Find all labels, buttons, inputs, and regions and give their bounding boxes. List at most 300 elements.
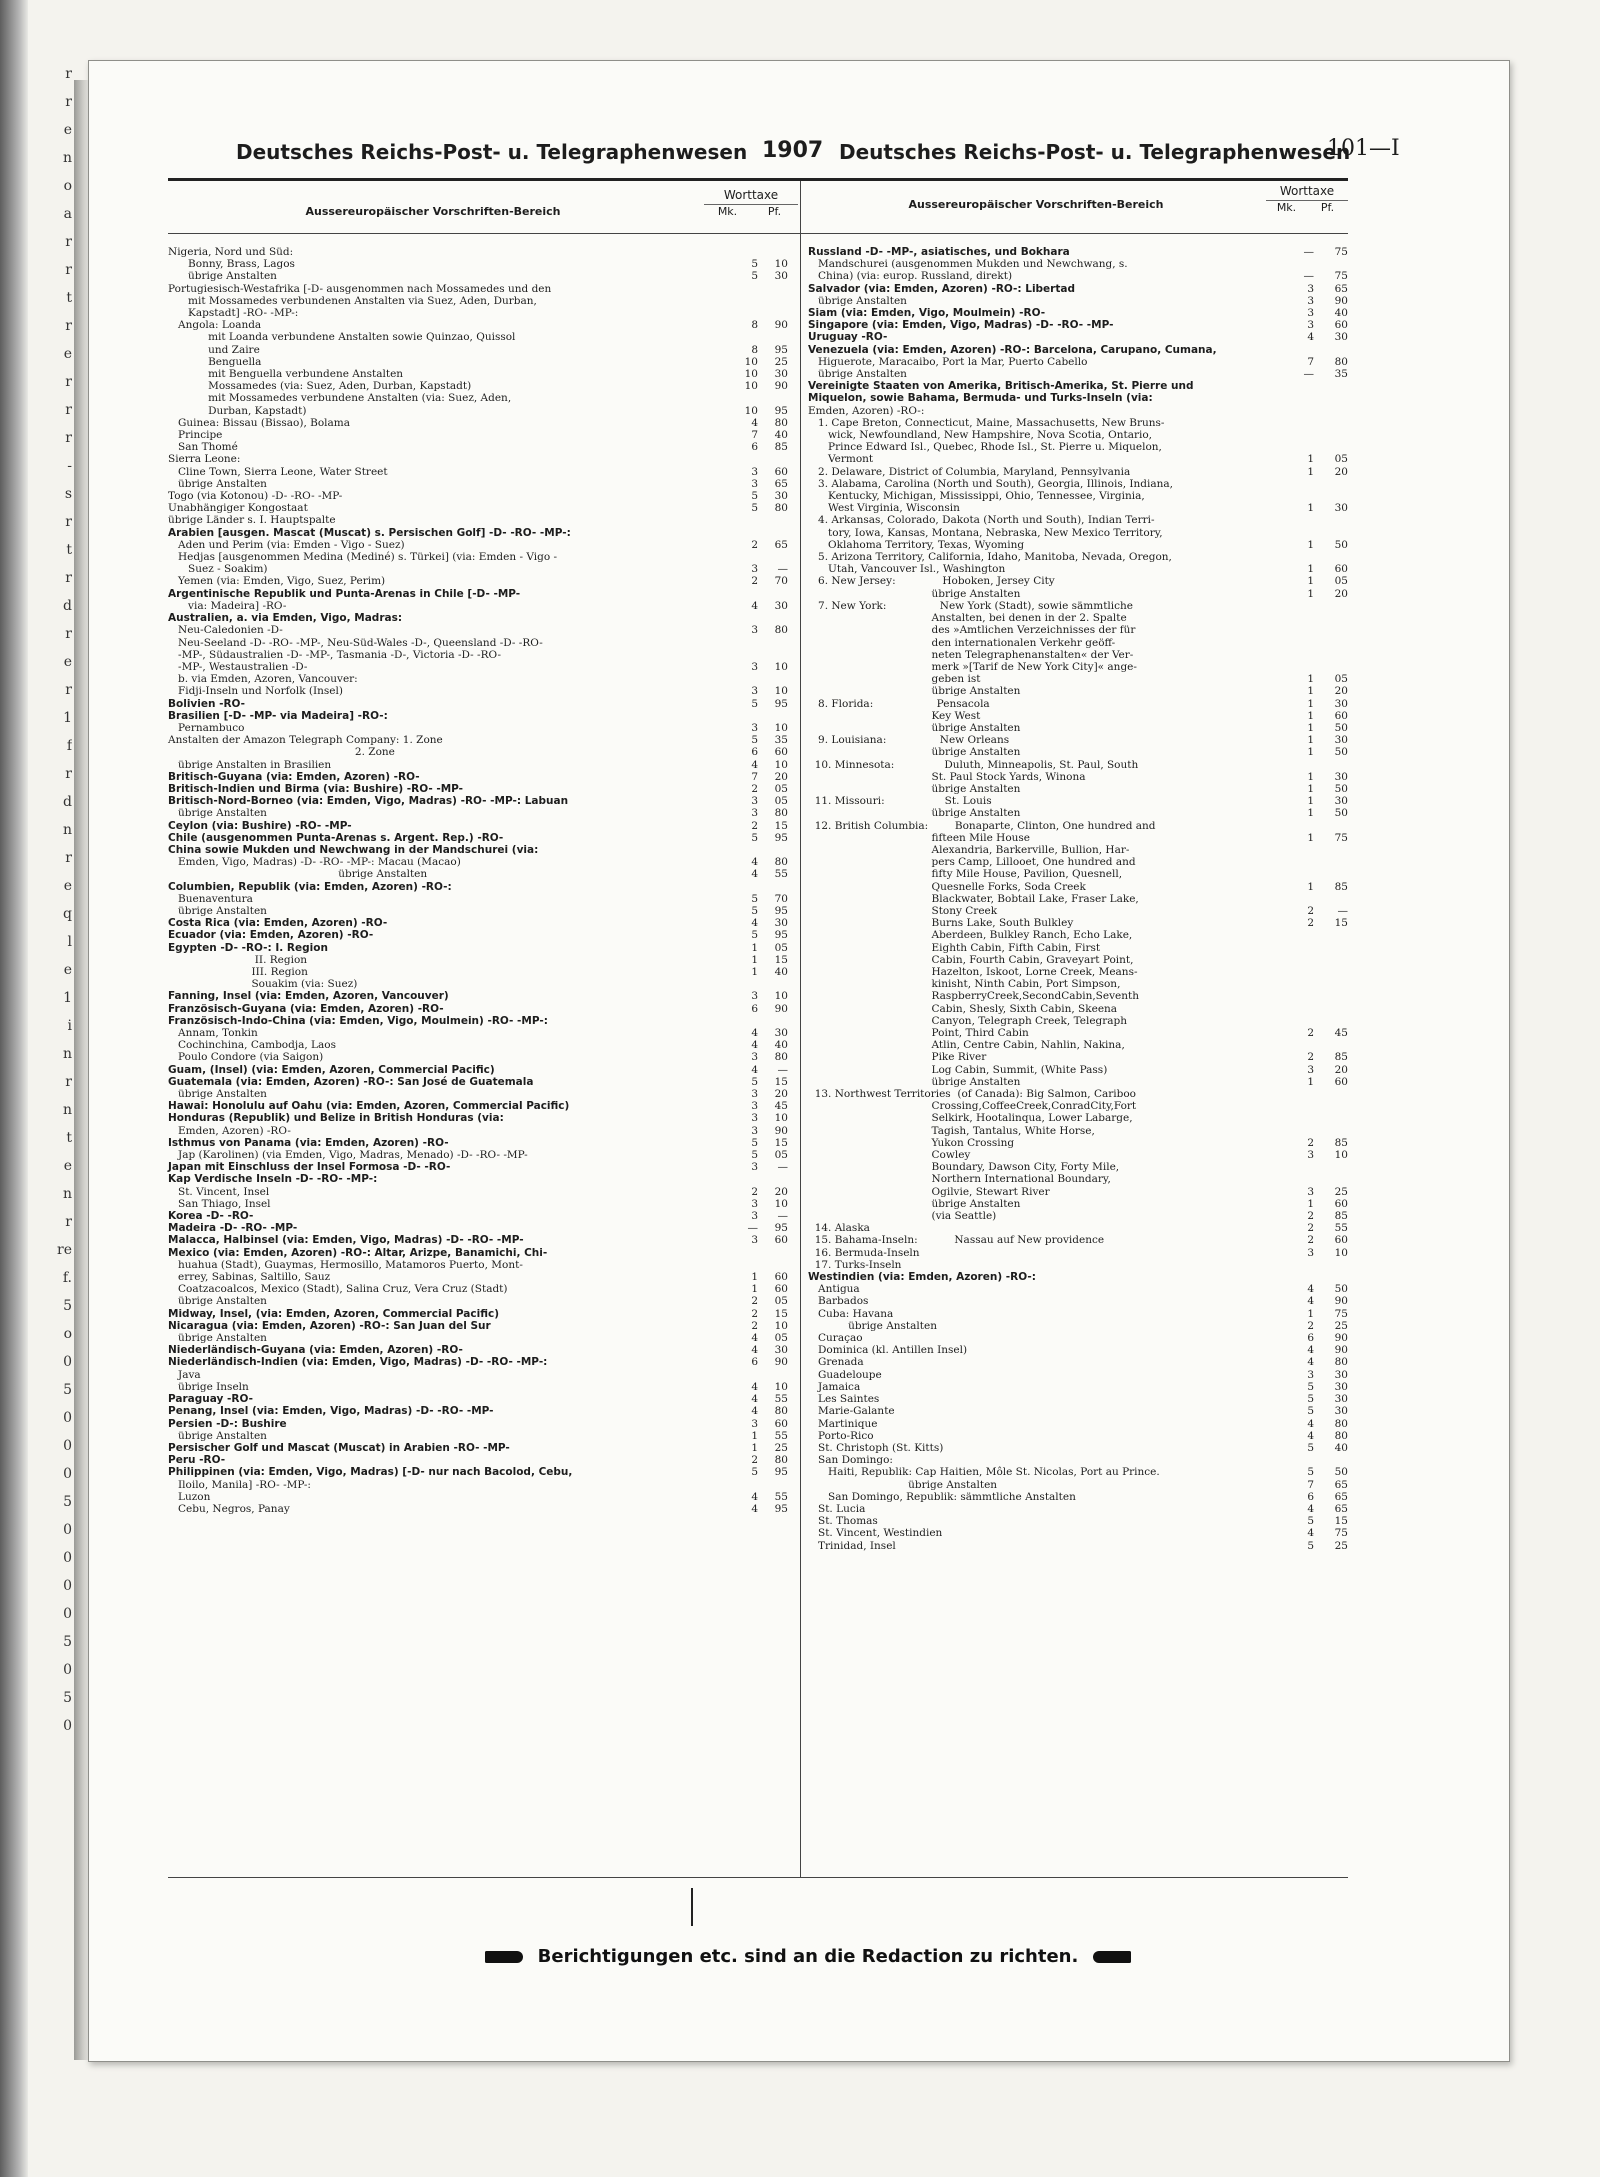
- rate-row: [808, 698, 1348, 710]
- margin-fragment: r: [65, 1214, 72, 1230]
- rate-destination: geben ist: [808, 673, 981, 686]
- rate-destination: Poulo Condore (via Saigon): [168, 1051, 324, 1064]
- rate-destination: Crossing,CoffeeCreek,ConradCity,Fort: [808, 1100, 1137, 1113]
- previous-page-margin: [28, 60, 72, 2020]
- rate-pfennig: 75: [1334, 246, 1348, 258]
- rate-row: [808, 990, 1348, 1002]
- rate-mark: 3: [751, 1161, 758, 1174]
- rate-pfennig: 10: [1334, 1149, 1348, 1162]
- pointing-hand-icon: [485, 1951, 523, 1963]
- rate-row: [168, 954, 788, 966]
- rate-mark: 3: [1307, 1149, 1314, 1162]
- rate-pfennig: 25: [1334, 1319, 1348, 1332]
- rate-destination: übrige Anstalten: [168, 270, 277, 283]
- rate-row: [808, 368, 1348, 380]
- margin-fragment: e: [63, 654, 72, 670]
- rate-mark: 2: [751, 1454, 758, 1467]
- rate-pfennig: 30: [1334, 1405, 1348, 1418]
- rate-pfennig: —: [777, 563, 788, 576]
- margin-fragment: -: [67, 458, 72, 474]
- rate-pfennig: 85: [1334, 1210, 1348, 1223]
- rate-destination: -MP-, Westaustralien -D-: [168, 660, 308, 673]
- rate-row: [168, 661, 788, 673]
- rate-destination: Nicaragua (via: Emden, Azoren) -RO-: San Juan del Sur: [168, 1319, 491, 1332]
- rate-pfennig: 35: [774, 734, 788, 747]
- rate-destination: übrige Anstalten: [808, 1075, 1021, 1088]
- rate-pfennig: 10: [774, 660, 788, 673]
- rate-destination: St. Vincent, Westindien: [808, 1527, 943, 1540]
- margin-fragment: re: [57, 1242, 72, 1258]
- rate-mark: 4: [1307, 1283, 1314, 1296]
- rate-destination: übrige Anstalten: [168, 807, 267, 820]
- rate-pfennig: 10: [774, 258, 788, 271]
- rate-row: [168, 1076, 788, 1088]
- margin-fragment: r: [65, 374, 72, 390]
- rate-destination: Bolivien -RO-: [168, 697, 246, 710]
- rate-mark: 1: [1307, 746, 1314, 759]
- rate-mark: 2: [1307, 917, 1314, 930]
- rate-mark: 4: [751, 1380, 758, 1393]
- rate-pfennig: 80: [1334, 1356, 1348, 1369]
- rate-row: [808, 1418, 1348, 1430]
- rate-destination: Yukon Crossing: [808, 1136, 1015, 1149]
- rate-row: [808, 1247, 1348, 1259]
- rate-pfennig: 95: [774, 904, 788, 917]
- rate-destination: Hawai: Honolulu auf Oahu (via: Emden, Azoren, Commercial Pacific): [168, 1100, 570, 1113]
- rate-destination: Fidji-Inseln und Norfolk (Insel): [168, 685, 343, 698]
- rate-row: [808, 246, 1348, 258]
- rate-pfennig: 60: [1334, 1075, 1348, 1088]
- rate-pfennig: 55: [774, 1490, 788, 1503]
- rate-pfennig: 50: [1334, 1283, 1348, 1296]
- rate-row: [168, 502, 788, 514]
- rate-destination: Aden und Perim (via: Emden - Vigo - Suez): [168, 538, 405, 551]
- rate-destination: Costa Rica (via: Emden, Azoren) -RO-: [168, 917, 388, 930]
- rate-pfennig: 75: [1334, 1307, 1348, 1320]
- rate-row: [808, 783, 1348, 795]
- rate-pfennig: 75: [1334, 831, 1348, 844]
- rate-row: [168, 1356, 788, 1368]
- rate-row: [808, 1186, 1348, 1198]
- margin-fragment: n: [62, 150, 72, 166]
- rate-row: [808, 1393, 1348, 1405]
- rate-destination: Atlin, Centre Cabin, Nahlin, Nakina,: [808, 1039, 1125, 1052]
- rate-destination: Aberdeen, Bulkley Ranch, Echo Lake,: [808, 929, 1133, 942]
- right-column-heading: Aussereuropäischer Vorschriften-Bereich: [908, 198, 1164, 211]
- rate-destination: fifty Mile House, Pavilion, Quesnell,: [808, 868, 1123, 881]
- rate-mark: 1: [1307, 1075, 1314, 1088]
- rate-mark: 6: [751, 1002, 758, 1015]
- rate-mark: 3: [1307, 294, 1314, 307]
- rate-mark: 4: [751, 599, 758, 612]
- rate-mark: 1: [1307, 697, 1314, 710]
- rate-row: [168, 856, 788, 868]
- rate-destination: Cline Town, Sierra Leone, Water Street: [168, 465, 388, 478]
- center-tick-mark: [691, 1888, 693, 1926]
- rate-destination: Grenada: [808, 1356, 864, 1369]
- margin-fragment: t: [66, 290, 72, 306]
- rate-destination: Guatemala (via: Emden, Azoren) -RO-: San José de Guatemala: [168, 1075, 534, 1088]
- rate-pfennig: 55: [774, 1393, 788, 1406]
- rate-destination: übrige Anstalten: [808, 368, 907, 381]
- rate-pfennig: 10: [774, 1197, 788, 1210]
- rate-row: [808, 929, 1348, 941]
- rate-pfennig: 60: [1334, 319, 1348, 332]
- rate-mark: 1: [751, 965, 758, 978]
- rate-destination: Siam (via: Emden, Vigo, Moulmein) -RO-: [808, 307, 1046, 320]
- rate-row: [808, 905, 1348, 917]
- rate-pfennig: 60: [774, 746, 788, 759]
- rate-destination: Principe: [168, 429, 223, 442]
- rate-destination: mit Mossamedes verbundene Anstalten (via: Suez, Aden,: [168, 392, 512, 405]
- rate-destination: St. Christoph (St. Kitts): [808, 1441, 944, 1454]
- rate-mark: 4: [751, 1027, 758, 1039]
- rate-pfennig: 60: [1334, 1197, 1348, 1210]
- margin-fragment: r: [65, 402, 72, 418]
- rate-mark: 2: [1307, 1027, 1314, 1039]
- rate-pfennig: 20: [774, 1088, 788, 1101]
- rate-row: [808, 1479, 1348, 1491]
- rate-destination: Ogilvie, Stewart River: [808, 1185, 1050, 1198]
- rate-row: [808, 405, 1348, 417]
- rate-mark: 4: [751, 758, 758, 771]
- rate-row: [808, 722, 1348, 734]
- rate-row: [168, 1503, 788, 1515]
- rate-row: [168, 1295, 788, 1307]
- margin-fragment: r: [65, 234, 72, 250]
- rate-row: [168, 563, 788, 575]
- rate-destination: Northern International Boundary,: [808, 1173, 1111, 1186]
- margin-fragment: 0: [63, 1578, 72, 1594]
- rate-mark: 5: [751, 1149, 758, 1162]
- rate-row: [808, 1259, 1348, 1271]
- rate-destination: 7. New York: New York (Stadt), sowie sämmtliche: [808, 599, 1133, 612]
- margin-fragment: r: [65, 318, 72, 334]
- rate-pfennig: 15: [774, 953, 788, 966]
- rate-destination: übrige Anstalten in Brasilien: [168, 758, 332, 771]
- rate-mark: 5: [751, 929, 758, 942]
- rate-row: [808, 258, 1348, 270]
- rate-mark: 2: [1307, 1210, 1314, 1223]
- rate-mark: 3: [1307, 1246, 1314, 1259]
- rate-mark: 3: [1307, 1063, 1314, 1076]
- rate-destination: Blackwater, Bobtail Lake, Fraser Lake,: [808, 892, 1139, 905]
- rate-destination: 8. Florida: Pensacola: [808, 697, 990, 710]
- rate-destination: übrige Anstalten: [808, 587, 1021, 600]
- rate-mark: 3: [1307, 1185, 1314, 1198]
- rate-pfennig: 65: [1334, 1490, 1348, 1503]
- rate-mark: 4: [751, 856, 758, 869]
- rate-pfennig: 30: [1334, 331, 1348, 344]
- rate-row: [168, 734, 788, 746]
- rate-pfennig: 60: [774, 1234, 788, 1247]
- margin-fragment: 0: [63, 1438, 72, 1454]
- margin-fragment: 5: [63, 1382, 72, 1398]
- rate-pfennig: 40: [774, 965, 788, 978]
- left-worttaxe-header: [704, 186, 798, 218]
- rate-destination: 11. Missouri: St. Louis: [808, 795, 992, 808]
- margin-fragment: 5: [63, 1298, 72, 1314]
- rate-row: [168, 1491, 788, 1503]
- margin-fragment: 0: [63, 1410, 72, 1426]
- rate-row: [168, 929, 788, 941]
- rate-pfennig: 95: [774, 1466, 788, 1479]
- rate-mark: 4: [1307, 1295, 1314, 1308]
- rate-destination: Honduras (Republik) und Belize in British Honduras (via:: [168, 1112, 504, 1125]
- rate-row: [168, 990, 788, 1002]
- rate-destination: Neu-Caledonien -D-: [168, 624, 283, 637]
- rate-row: [808, 551, 1348, 563]
- margin-fragment: 0: [63, 1522, 72, 1538]
- rate-row: [808, 807, 1348, 819]
- rate-row: [808, 1515, 1348, 1527]
- rate-row: [808, 649, 1348, 661]
- rate-mark: 5: [1307, 1539, 1314, 1552]
- rate-pfennig: 65: [774, 477, 788, 490]
- rate-destination: China sowie Mukden und Newchwang in der Mandschurei (via:: [168, 843, 539, 856]
- rate-pfennig: 50: [1334, 538, 1348, 551]
- rate-mark: 10: [744, 380, 758, 393]
- rate-row: [168, 295, 788, 307]
- page-number: 101—I: [1327, 136, 1400, 161]
- rate-pfennig: 20: [1334, 1063, 1348, 1076]
- rate-mark: 2: [751, 575, 758, 588]
- rate-mark: —: [1303, 270, 1314, 283]
- rate-destination: Paraguay -RO-: [168, 1393, 253, 1406]
- rate-mark: 4: [751, 1405, 758, 1418]
- rate-mark: 3: [751, 1417, 758, 1430]
- margin-fragment: 0: [63, 1606, 72, 1622]
- rate-row: [168, 1064, 788, 1076]
- rate-destination: Hedjas [ausgenommen Medina (Mediné) s. Türkei] (via: Emden - Vigo -: [168, 551, 558, 564]
- rate-row: [168, 1112, 788, 1124]
- rate-row: [168, 710, 788, 722]
- rate-row: [808, 917, 1348, 929]
- margin-fragment: q: [63, 906, 72, 922]
- rate-row: [808, 1198, 1348, 1210]
- rate-pfennig: 90: [1334, 1295, 1348, 1308]
- pf-label: Pf.: [1320, 201, 1335, 214]
- rate-row: [168, 1479, 788, 1491]
- rate-mark: 3: [751, 624, 758, 637]
- rate-mark: 4: [1307, 1417, 1314, 1430]
- rate-mark: 3: [751, 1197, 758, 1210]
- rate-row: [168, 1381, 788, 1393]
- rate-mark: 5: [751, 892, 758, 905]
- rate-pfennig: 25: [774, 355, 788, 368]
- rate-row: [808, 453, 1348, 465]
- rate-destination: 6. New Jersey: Hoboken, Jersey City: [808, 575, 1055, 588]
- footer-notice-text: Berichtigungen etc. sind an die Redaction zu richten.: [537, 1946, 1079, 1967]
- rate-row: [168, 1173, 788, 1185]
- rate-pfennig: 80: [774, 416, 788, 429]
- rate-destination: übrige Anstalten: [168, 1332, 267, 1345]
- rate-pfennig: 30: [1334, 1380, 1348, 1393]
- rate-destination: Alexandria, Barkerville, Bullion, Har-: [808, 843, 1130, 856]
- rate-mark: 3: [751, 660, 758, 673]
- rate-destination: übrige Anstalten: [168, 1088, 267, 1101]
- rate-mark: 2: [1307, 1136, 1314, 1149]
- rate-pfennig: 10: [774, 990, 788, 1003]
- rate-destination: Peru -RO-: [168, 1454, 226, 1467]
- page-header: [150, 138, 1405, 168]
- rate-row: [808, 1003, 1348, 1015]
- rate-mark: 10: [744, 368, 758, 381]
- margin-fragment: 5: [63, 1690, 72, 1706]
- rate-destination: Mossamedes (via: Suez, Aden, Durban, Kapstadt): [168, 380, 472, 393]
- rate-row: [168, 1320, 788, 1332]
- rate-mark: 2: [1307, 1319, 1314, 1332]
- rate-row: [808, 1491, 1348, 1503]
- margin-fragment: 0: [63, 1466, 72, 1482]
- rate-pfennig: 15: [1334, 917, 1348, 930]
- rate-row: [168, 1039, 788, 1051]
- rate-pfennig: 45: [1334, 1027, 1348, 1039]
- rate-row: [168, 368, 788, 380]
- rate-pfennig: 90: [1334, 1344, 1348, 1357]
- rate-destination: pers Camp, Lillooet, One hundred and: [808, 856, 1136, 869]
- rate-destination: übrige Anstalten: [808, 1478, 998, 1491]
- rate-destination: China) (via: europ. Russland, direkt): [808, 270, 1013, 283]
- rate-mark: 1: [751, 953, 758, 966]
- rate-row: [168, 1247, 788, 1259]
- rate-row: [168, 1283, 788, 1295]
- rate-row: [808, 1527, 1348, 1539]
- rate-mark: 2: [1307, 904, 1314, 917]
- rate-destination: 4. Arkansas, Colorado, Dakota (North und South), Indian Terri-: [808, 514, 1155, 527]
- rate-pfennig: 30: [1334, 1368, 1348, 1381]
- rate-pfennig: 30: [774, 599, 788, 612]
- rate-pfennig: 70: [774, 575, 788, 588]
- rate-mark: 1: [1307, 673, 1314, 686]
- rate-pfennig: 30: [1334, 1393, 1348, 1406]
- worttaxe-label: Worttaxe: [704, 186, 798, 205]
- rate-mark: 1: [1307, 502, 1314, 515]
- rate-destination: Kentucky, Michigan, Mississippi, Ohio, Tennessee, Virginia,: [808, 490, 1145, 503]
- rate-destination: übrige Anstalten: [808, 1319, 937, 1332]
- rate-destination: neten Telegraphenanstalten« der Ver-: [808, 648, 1134, 661]
- rate-destination: mit Benguella verbundene Anstalten: [168, 368, 404, 381]
- rate-mark: 5: [1307, 1515, 1314, 1528]
- margin-fragment: e: [63, 878, 72, 894]
- rate-destination: 10. Minnesota: Duluth, Minneapolis, St. Paul, South: [808, 758, 1139, 771]
- left-column-heading: Aussereuropäischer Vorschriften-Bereich: [305, 205, 561, 218]
- rate-row: [808, 429, 1348, 441]
- rate-destination: Penang, Insel (via: Emden, Vigo, Madras) -D- -RO- -MP-: [168, 1405, 494, 1418]
- rate-row: [168, 392, 788, 404]
- rate-row: [168, 1137, 788, 1149]
- rate-pfennig: 30: [1334, 734, 1348, 747]
- rate-row: [808, 1308, 1348, 1320]
- rate-destination: Ceylon (via: Bushire) -RO- -MP-: [168, 819, 352, 832]
- rate-pfennig: 10: [774, 1319, 788, 1332]
- rate-mark: 1: [1307, 538, 1314, 551]
- rate-mark: 4: [751, 1332, 758, 1345]
- rate-row: [168, 942, 788, 954]
- rate-row: [808, 527, 1348, 539]
- rate-row: [808, 978, 1348, 990]
- rate-destination: Malacca, Halbinsel (via: Emden, Vigo, Madras) -D- -RO- -MP-: [168, 1234, 524, 1247]
- rate-mark: 1: [1307, 1197, 1314, 1210]
- rate-row: [168, 807, 788, 819]
- margin-fragment: a: [63, 206, 72, 222]
- rate-mark: 3: [751, 1100, 758, 1113]
- rate-destination: 17. Turks-Inseln: [808, 1258, 902, 1271]
- rate-mark: 3: [751, 563, 758, 576]
- rate-destination: Australien, a. via Emden, Vigo, Madras:: [168, 612, 403, 625]
- margin-fragment: l: [67, 934, 72, 950]
- rate-destination: RaspberryCreek,SecondCabin,Seventh: [808, 990, 1139, 1003]
- rate-pfennig: 05: [774, 782, 788, 795]
- rate-row: [168, 844, 788, 856]
- margin-fragment: 0: [63, 1662, 72, 1678]
- rate-destination: Russland -D- -MP-, asiatisches, und Bokhara: [808, 246, 1070, 258]
- rate-row: [168, 795, 788, 807]
- rate-row: [808, 1320, 1348, 1332]
- rate-mark: —: [1303, 246, 1314, 258]
- rate-destination: Jamaica: [808, 1380, 861, 1393]
- rate-pfennig: 85: [1334, 880, 1348, 893]
- header-year: 1907: [762, 138, 824, 163]
- rate-destination: Hazelton, Iskoot, Lorne Creek, Means-: [808, 965, 1138, 978]
- rate-pfennig: 15: [774, 819, 788, 832]
- rate-destination: Arabien [ausgen. Mascat (Muscat) s. Persischen Golf] -D- -RO- -MP-:: [168, 526, 571, 539]
- rate-mark: 2: [1307, 1234, 1314, 1247]
- rate-mark: 4: [751, 1490, 758, 1503]
- rate-destination: Buenaventura: [168, 892, 253, 905]
- rate-destination: West Virginia, Wisconsin: [808, 502, 960, 515]
- book-gutter: [74, 80, 88, 2060]
- rate-row: [808, 1283, 1348, 1295]
- rate-mark: 1: [751, 1429, 758, 1442]
- rate-pfennig: 55: [1334, 1222, 1348, 1235]
- rate-destination: tory, Iowa, Kansas, Montana, Nebraska, New Mexico Territory,: [808, 526, 1163, 539]
- rate-destination: Nigeria, Nord und Süd:: [168, 246, 294, 258]
- rate-row: [808, 844, 1348, 856]
- rate-destination: übrige Anstalten: [808, 294, 907, 307]
- rate-mark: 4: [1307, 1429, 1314, 1442]
- rate-destination: übrige Anstalten: [808, 746, 1021, 759]
- rate-mark: 5: [751, 1075, 758, 1088]
- rate-destination: Cochinchina, Cambodja, Laos: [168, 1039, 336, 1052]
- rate-row: [168, 868, 788, 880]
- rate-destination: Prince Edward Isl., Quebec, Rhode Isl., St. Pierre u. Miquelon,: [808, 441, 1162, 454]
- rate-row: [808, 1100, 1348, 1112]
- rate-row: [808, 539, 1348, 551]
- header-left-title: Deutsches Reichs-Post- u. Telegraphenwesen: [236, 140, 748, 164]
- rate-row: [808, 478, 1348, 490]
- rate-destination: Vereinigte Staaten von Amerika, Britisch-Amerika, St. Pierre und: [808, 380, 1194, 393]
- rate-mark: 1: [1307, 782, 1314, 795]
- rate-destination: Log Cabin, Summit, (White Pass): [808, 1063, 1108, 1076]
- rate-row: [808, 307, 1348, 319]
- rate-row: [168, 331, 788, 343]
- rate-destination: huahua (Stadt), Guaymas, Hermosillo, Matamoros Puerto, Mont-: [168, 1258, 523, 1271]
- rate-destination: 1. Cape Breton, Connecticut, Maine, Massachusetts, New Bruns-: [808, 416, 1165, 429]
- rate-pfennig: 90: [774, 380, 788, 393]
- rate-pfennig: 55: [774, 1429, 788, 1442]
- rate-mark: 4: [1307, 1502, 1314, 1515]
- rate-mark: 1: [751, 1271, 758, 1284]
- rate-destination: übrige Anstalten: [808, 782, 1021, 795]
- rate-mark: 2: [1307, 1051, 1314, 1064]
- rate-destination: Neu-Seeland -D- -RO- -MP-, Neu-Süd-Wales -D-, Queensland -D- -RO-: [168, 636, 543, 649]
- margin-fragment: r: [65, 514, 72, 530]
- rate-row: [168, 441, 788, 453]
- rate-destination: Guinea: Bissau (Bissao), Bolama: [168, 416, 351, 429]
- rate-row: [168, 307, 788, 319]
- rate-pfennig: 80: [774, 502, 788, 515]
